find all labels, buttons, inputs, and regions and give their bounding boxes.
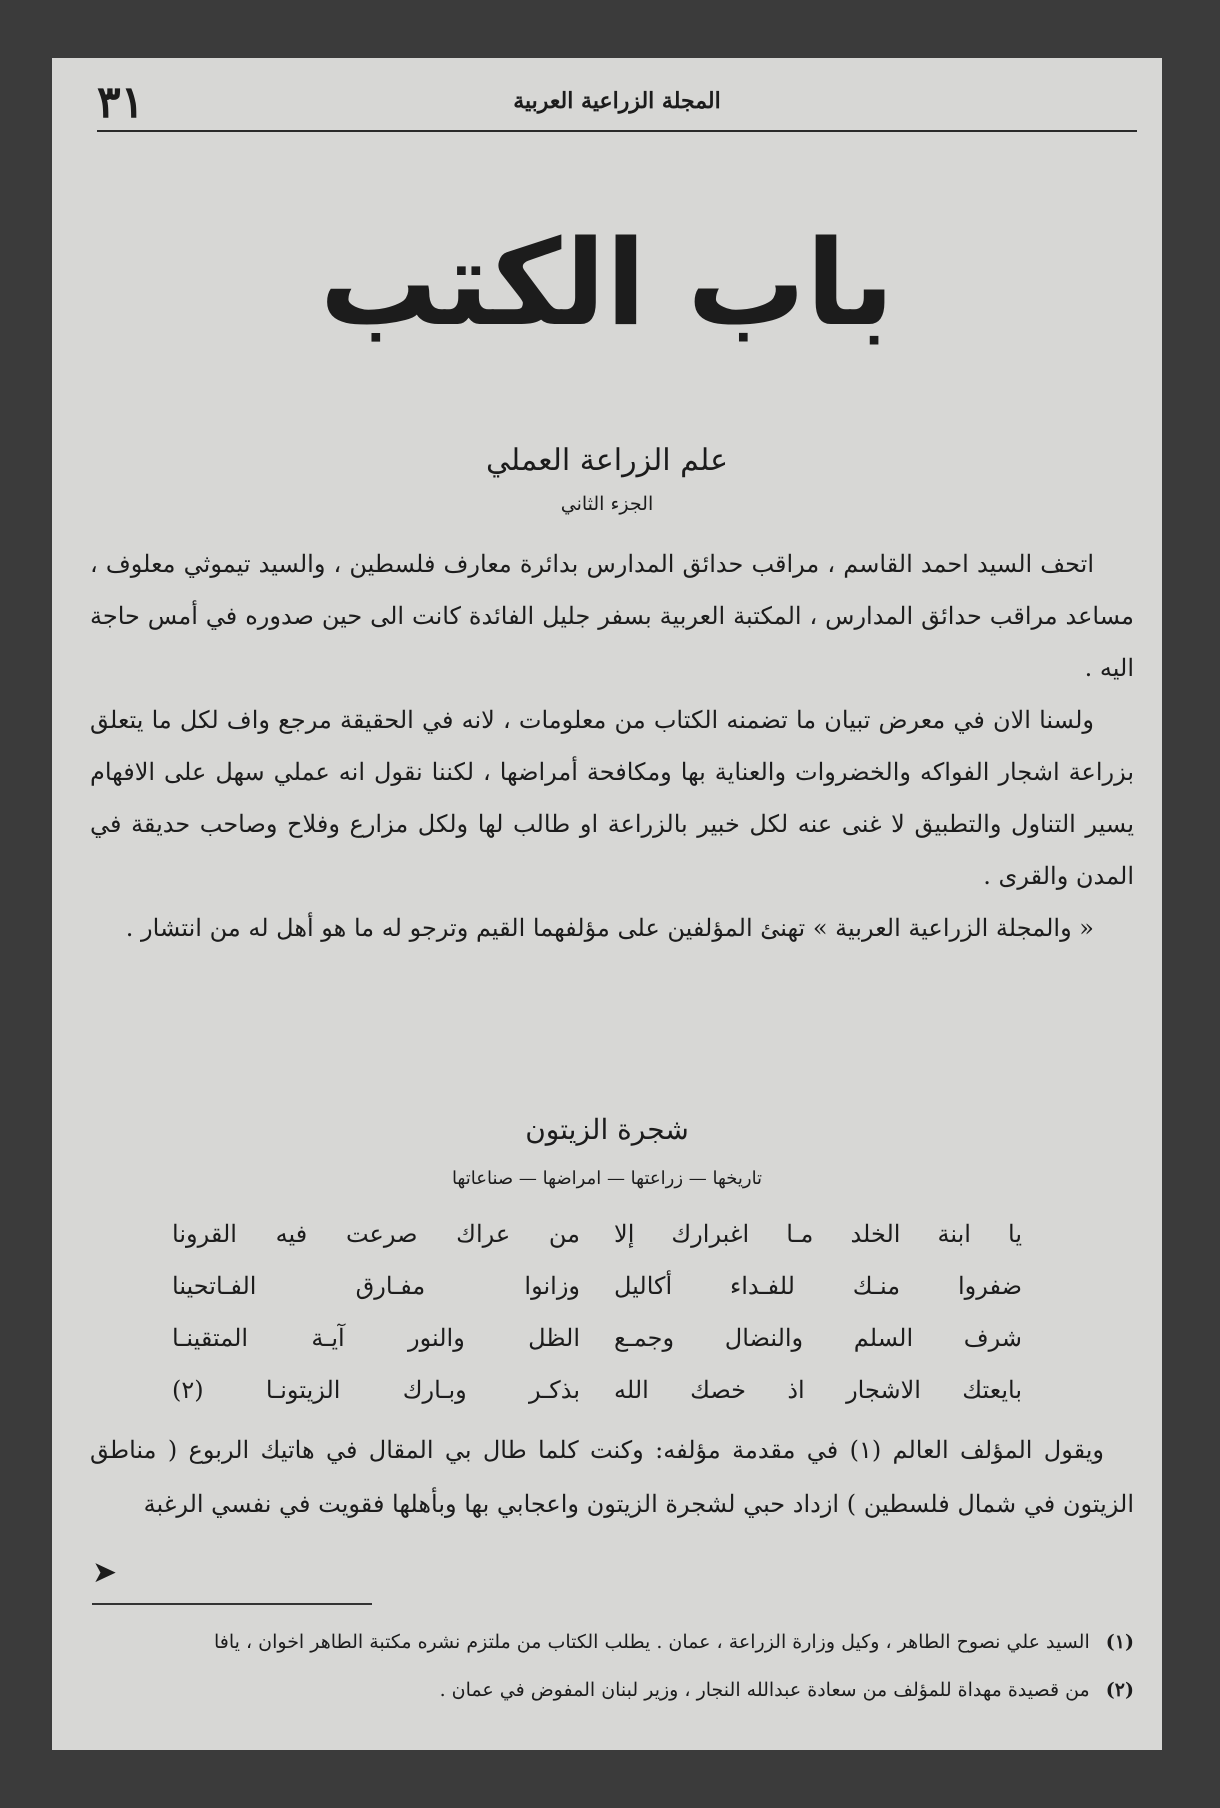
poem-verse bbox=[172, 1260, 1022, 1312]
poem-verse bbox=[172, 1364, 1022, 1416]
footnote-text: السيد علي نصوح الطاهر ، وكيل وزارة الزراعة ، عمان . يطلب الكتاب من ملتزم نشره مكتبة الطاهر اخوان ، يافا bbox=[213, 1631, 1090, 1653]
book-title: علم الزراعة العملي bbox=[486, 443, 728, 478]
footnote-mark: (١) bbox=[1105, 1631, 1134, 1653]
hemistich-second: الظل والنور آيـة المتقينـا bbox=[172, 1324, 580, 1352]
hemistich-first: ضفروا منـك للفـداء أكاليل bbox=[614, 1272, 1022, 1300]
footnote bbox=[90, 1666, 1134, 1714]
book-part: الجزء الثاني bbox=[560, 493, 654, 515]
hemistich-second: من عراك صرعت فيه القرونا bbox=[172, 1220, 580, 1248]
poem bbox=[172, 1208, 1022, 1416]
poem-title: شجرة الزيتون bbox=[525, 1113, 689, 1146]
closing-paragraph bbox=[90, 1423, 1134, 1531]
poem-verse bbox=[172, 1208, 1022, 1260]
hemistich-first: بايعتك الاشجار اذ خصك الله bbox=[614, 1376, 1022, 1404]
hemistich-first: يا ابنة الخلد مـا اغبرارك إلا bbox=[614, 1220, 1022, 1248]
continue-arrow-icon: ➤ bbox=[92, 1555, 118, 1590]
book-review bbox=[90, 538, 1134, 954]
footnotes bbox=[90, 1618, 1134, 1714]
footnote-mark: (٢) bbox=[1105, 1679, 1134, 1701]
hemistich-first: شرف السلم والنضال وجمـع bbox=[614, 1324, 1022, 1352]
page-header bbox=[97, 78, 1137, 132]
paragraph: « والمجلة الزراعية العربية » تهنئ المؤلفين على مؤلفهما القيم وترجو له ما هو أهل له من انتشار . bbox=[125, 914, 1094, 942]
section-banner: باب الكتب bbox=[319, 214, 895, 352]
paragraph: اتحف السيد احمد القاسم ، مراقب حدائق المدارس بدائرة معارف فلسطين ، والسيد تيموثي معلوف ، مساعد مراقب حدائق المدارس ، المكتبة العربية بسفر جليل الفائدة كانت الى حين صدوره في أمس حاجة اليه . bbox=[90, 550, 1134, 682]
running-head: المجلة الزراعية العربية bbox=[513, 88, 721, 114]
paragraph: ولسنا الان في معرض تبيان ما تضمنه الكتاب من معلومات ، لانه في الحقيقة مرجع واف لكل ما يتعلق بزراعة اشجار الفواكه والخضروات والعناية بها ومكافحة أمراضها ، لكننا نقول انه عملي سهل على الافهام يسير التناول والتطبيق لا غنى عنه لكل خبير بالزراعة او طالب لها ولكل مزارع وفلاح وصاحب حديقة في المدن والقرى . bbox=[90, 706, 1134, 890]
hemistich-second: بذكـر وبـارك الزيتونـا (٢) bbox=[172, 1376, 580, 1404]
poem-verse bbox=[172, 1312, 1022, 1364]
footnote-rule bbox=[92, 1603, 372, 1605]
footnote-text: من قصيدة مهداة للمؤلف من سعادة عبدالله النجار ، وزير لبنان المفوض في عمان . bbox=[439, 1679, 1090, 1701]
poem-subtitle: تاريخها — زراعتها — امراضها — صناعاتها bbox=[451, 1168, 763, 1189]
hemistich-second: وزانوا مفـارق الفـاتحينا bbox=[172, 1272, 580, 1300]
paragraph: ويقول المؤلف العالم (١) في مقدمة مؤلفه: وكنت كلما طال بي المقال في هاتيك الربوع ( مناطق الزيتون في شمال فلسطين ) ازداد حبي لشجرة الزيتون واعجابي بها وبأهلها فقويت في نفسي الرغبة bbox=[90, 1436, 1134, 1518]
footnote bbox=[90, 1618, 1134, 1666]
page-number: ٣١ bbox=[97, 77, 145, 128]
document-page bbox=[52, 58, 1162, 1750]
